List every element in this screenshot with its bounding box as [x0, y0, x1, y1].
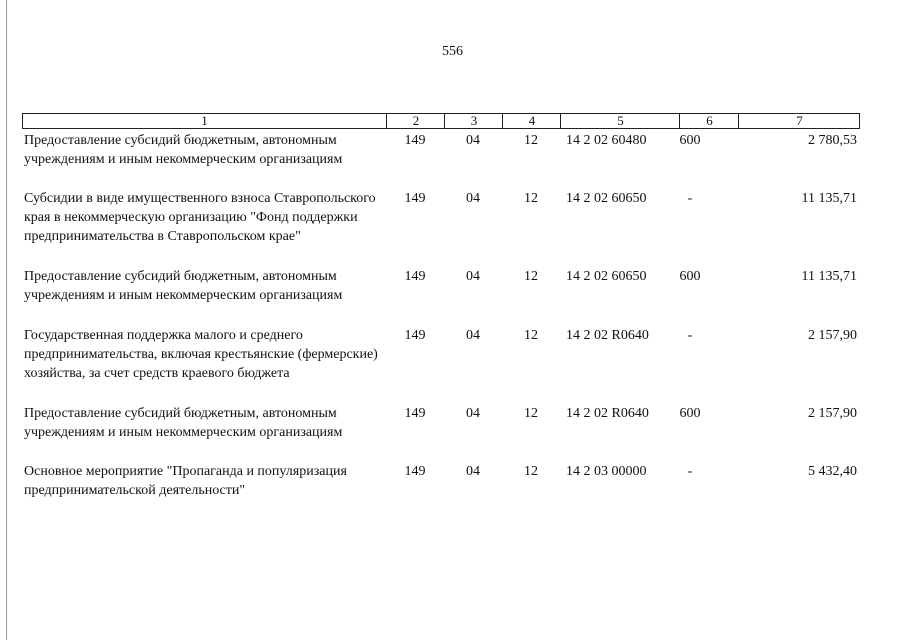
row-col-7: 2 157,90: [808, 328, 857, 343]
row-col-6: 600: [679, 133, 701, 148]
header-col-5: 5: [560, 114, 680, 128]
row-col-3: 04: [466, 133, 480, 148]
row-description: Основное мероприятие "Пропаганда и популяризация предпринимательской деятельности": [24, 464, 347, 498]
row-col-3: 04: [466, 328, 480, 343]
row-col-7: 11 135,71: [801, 191, 857, 206]
row-col-5: 14 2 02 60650: [566, 191, 647, 206]
row-col-7: 2 157,90: [808, 406, 857, 421]
row-col-4: 12: [524, 406, 538, 421]
row-description: Государственная поддержка малого и среднего предпринимательства, включая крестьянские (фермерские) хозяйства, за счет средств краевого бюджета: [24, 328, 378, 381]
row-col-2: 149: [404, 406, 426, 421]
row-col-5: 14 2 02 60480: [566, 133, 647, 148]
row-col-5: 14 2 02 60650: [566, 269, 647, 284]
row-col-6: -: [687, 464, 693, 479]
row-col-2: 149: [404, 269, 426, 284]
row-col-4: 12: [524, 191, 538, 206]
row-col-7: 5 432,40: [808, 464, 857, 479]
row-col-7: 11 135,71: [801, 269, 857, 284]
row-description: Предоставление субсидий бюджетным, автономным учреждениям и иным некоммерческим организациям: [24, 269, 343, 303]
header-col-1: 1: [201, 113, 208, 128]
row-col-7: 2 780,53: [808, 133, 857, 148]
row-col-2: 149: [404, 328, 426, 343]
row-description: Предоставление субсидий бюджетным, автономным учреждениям и иным некоммерческим организациям: [24, 133, 343, 167]
row-col-4: 12: [524, 133, 538, 148]
page-number: 556: [442, 44, 463, 59]
row-col-5: 14 2 03 00000: [566, 464, 647, 479]
header-col-3: 3: [444, 114, 503, 128]
row-col-3: 04: [466, 191, 480, 206]
row-col-4: 12: [524, 328, 538, 343]
row-col-4: 12: [524, 464, 538, 479]
row-col-3: 04: [466, 269, 480, 284]
header-col-2: 2: [386, 114, 445, 128]
row-col-3: 04: [466, 464, 480, 479]
row-description: Предоставление субсидий бюджетным, автономным учреждениям и иным некоммерческим организациям: [24, 406, 343, 440]
row-col-6: 600: [679, 406, 701, 421]
row-col-5: 14 2 02 R0640: [566, 406, 649, 421]
row-col-6: -: [687, 191, 693, 206]
header-col-4: 4: [502, 114, 561, 128]
row-col-6: 600: [679, 269, 701, 284]
header-col-7: 7: [738, 114, 860, 128]
row-col-6: -: [687, 328, 693, 343]
row-col-5: 14 2 02 R0640: [566, 328, 649, 343]
row-col-2: 149: [404, 191, 426, 206]
row-col-2: 149: [404, 464, 426, 479]
row-col-2: 149: [404, 133, 426, 148]
header-col-6: 6: [679, 114, 739, 128]
row-col-4: 12: [524, 269, 538, 284]
row-description: Субсидии в виде имущественного взноса Ставропольского края в некоммерческую организацию "Фонд поддержки предпринимательства в Ставропольском крае": [24, 191, 376, 244]
row-col-3: 04: [466, 406, 480, 421]
page-left-edge: [6, 0, 7, 640]
table-header: [22, 113, 860, 129]
